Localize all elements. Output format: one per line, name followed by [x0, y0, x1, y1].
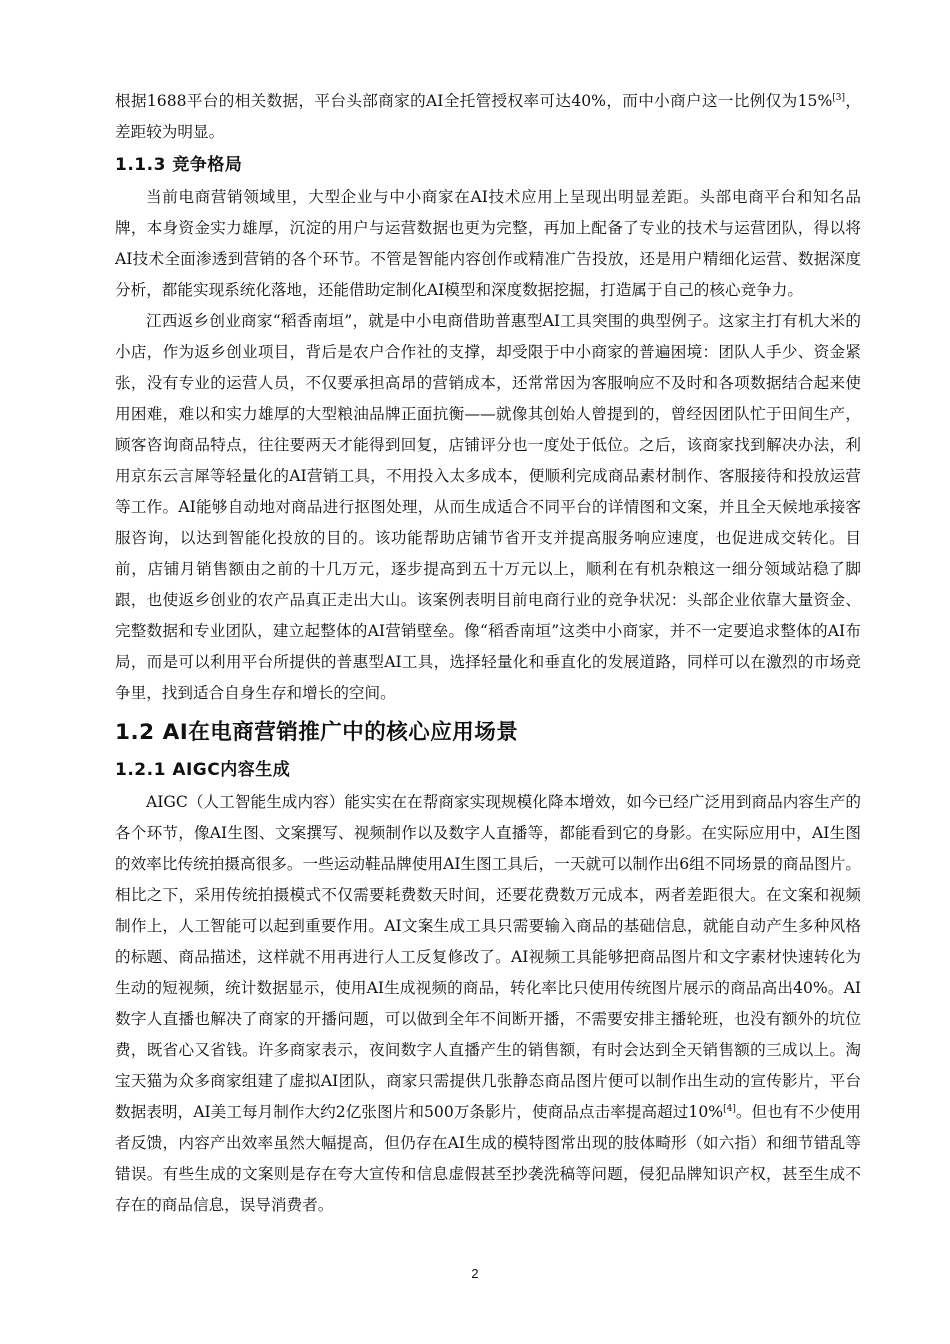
paragraph-intro-tail: ，差距较为明显。	[115, 92, 861, 141]
citation-3[interactable]: [3]	[832, 93, 846, 103]
paragraph-competition-2: 江西返乡创业商家“稻香南垣”，就是中小电商借助普惠型AI工具突围的典型例子。这家主打有机大米的小店，作为返乡创业项目，背后是农户合作社的支撑，却受限于中小商家的普遍困境：团队人手少、资金紧张，没有专业的运营人员，不仅要承担高昂的营销成本，还常常因为客服响应不及时和各项数据结合起来使用困难，难以和实力雄厚的大型粮油品牌正面抗衡——就像其创始人曾提到的，曾经因团队忙于田间生产，顾客咨询商品特点，往往要两天才能得到回复，店铺评分也一度处于低位。之后，该商家找到解决办法，利用京东云言犀等轻量化的AI营销工具，不用投入太多成本，便顺利完成商品素材制作、客服接待和投放运营等工作。AI能够自动地对商品进行抠图处理，从而生成适合不同平台的详情图和文案，并且全天候地承接客服咨询，以达到智能化投放的目的。该功能帮助店铺节省开支并提高服务响应速度，也促进成交转化。目前，店铺月销售额由之前的十几万元，逐步提高到五十万元以上，顺利在有机杂粮这一细分领域站稳了脚跟，也使返乡创业的农产品真正走出大山。该案例表明目前电商行业的竞争状况：头部企业依靠大量资金、完整数据和专业团队，建立起整体的AI营销壁垒。像“稻香南垣”这类中小商家，并不一定要追求整体的AI布局，而是可以利用平台所提供的普惠型AI工具，选择轻量化和垂直化的发展道路，同样可以在激烈的市场竞争里，找到适合自身生存和增长的空间。	[115, 312, 861, 702]
paragraph-competition-1: 当前电商营销领域里，大型企业与中小商家在AI技术应用上呈现出明显差距。头部电商平台和知名品牌，本身资金实力雄厚，沉淀的用户与运营数据也更为完整，再加上配备了专业的技术与运营团队，得以将AI技术全面渗透到营销的各个环节。不管是智能内容创作或精准广告投放，还是用户精细化运营、数据深度分析，都能实现系统化落地，还能借助定制化AI模型和深度数据挖掘，打造属于自己的核心竞争力。	[115, 188, 861, 299]
heading-1-2: 1.2 AI在电商营销推广中的核心应用场景	[115, 720, 519, 745]
document-body	[115, 86, 861, 1221]
paragraph-intro	[115, 86, 861, 148]
citation-4[interactable]: [4]	[723, 1104, 736, 1114]
page-number: 2	[471, 1266, 479, 1281]
paragraph-intro-text: 根据1688平台的相关数据，平台头部商家的AI全托管授权率可达40%，而中小商户这一比例仅为15%	[115, 92, 833, 110]
heading-1-2-1: 1.2.1 AIGC内容生成	[115, 760, 291, 780]
heading-1-1-3: 1.1.3 竞争格局	[115, 155, 243, 175]
paragraph-aigc-text: AIGC（人工智能生成内容）能实实在在帮商家实现规模化降本增效，如今已经广泛用到商品内容生产的各个环节，像AI生图、文案撰写、视频制作以及数字人直播等，都能看到它的身影。在实际应用中，AI生图的效率比传统拍摄高很多。一些运动鞋品牌使用AI生图工具后，一天就可以制作出6组不同场景的商品图片。相比之下，采用传统拍摄模式不仅需要耗费数天时间，还要花费数万元成本，两者差距很大。在文案和视频制作上，人工智能可以起到重要作用。AI文案生成工具只需要输入商品的基础信息，就能自动产生多种风格的标题、商品描述，这样就不用再进行人工反复修改了。AI视频工具能够把商品图片和文字素材快速转化为生动的短视频，统计数据显示，使用AI生成视频的商品，转化率比只使用传统图片展示的商品高出40%。AI数字人直播也解决了商家的开播问题，可以做到全年不间断开播，不需要安排主播轮班，也没有额外的坑位费，既省心又省钱。许多商家表示，夜间数字人直播产生的销售额，有时会达到全天销售额的三成以上。淘宝天猫为众多商家组建了虚拟AI团队，商家只需提供几张静态商品图片便可以制作出生动的宣传影片，平台数据表明，AI美工每月制作大约2亿张图片和500万条影片，使商品点击率提高超过10%	[115, 793, 861, 1121]
paragraph-aigc-tail: 。但也有不少使用者反馈，内容产出效率虽然大幅提高，但仍存在AI生成的模特图常出现的肢体畸形（如六指）和细节错乱等错误。有些生成的文案则是存在夸大宣传和信息虚假甚至抄袭洗稿等问题，侵犯品牌知识产权，甚至生成不存在的商品信息，误导消费者。	[115, 1103, 861, 1214]
paragraph-aigc	[115, 787, 861, 1221]
